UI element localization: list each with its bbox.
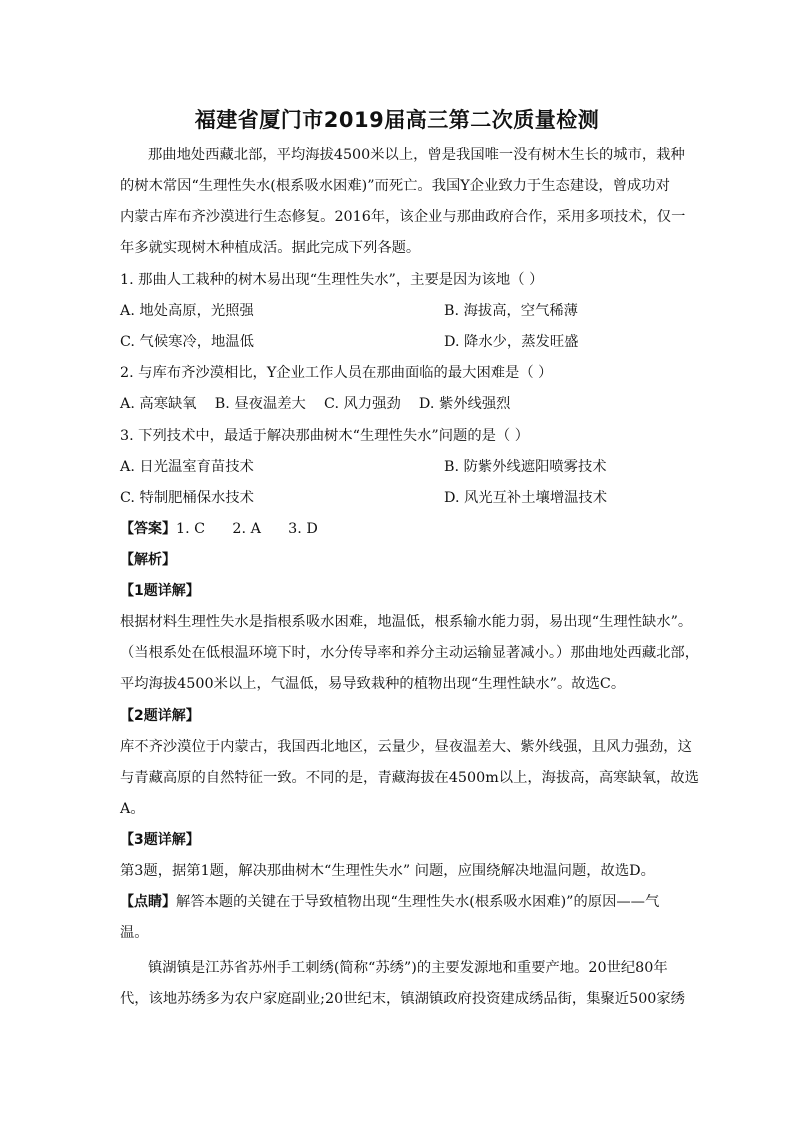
dianjing-line-1 <box>120 892 680 912</box>
passage1-line-3: 内蒙古库布齐沙漠进行生态修复。2016年，该企业与那曲政府合作，采用多项技术，仅一 <box>120 209 686 225</box>
question-2-stem: 2. 与库布齐沙漠相比，Y企业工作人员在那曲面临的最大困难是（ ） <box>120 365 553 381</box>
passage1-line-1: 那曲地处西藏北部，平均海拔4500米以上，曾是我国唯一没有树木生长的城市，栽种 <box>148 147 685 163</box>
detail-2-line-3: A。 <box>120 801 145 817</box>
passage1-line-4: 年多就实现树木种植成活。据此完成下列各题。 <box>120 240 421 256</box>
question-1-option-b: B. 海拔高，空气稀薄 <box>444 303 578 319</box>
passage1-line-2: 的树木常因“生理性失水(根系吸水困难)”而死亡。我国Y企业致力于生态建设，曾成功对 <box>120 178 670 194</box>
question-3-option-b: B. 防紫外线遮阳喷雾技术 <box>444 459 607 475</box>
question-3-option-c: C. 特制肥桶保水技术 <box>120 490 254 506</box>
detail-2-line-1: 库不齐沙漠位于内蒙古，我国西北地区，云量少，昼夜温差大、紫外线强，且风力强劲，这 <box>120 739 692 755</box>
page-title: 福建省厦门市2019届高三第二次质量检测 <box>194 108 600 132</box>
detail-2-label: 【2题详解】 <box>120 708 200 724</box>
answer-text: 1. C 2. A 3. D <box>176 521 318 537</box>
question-2-options: A. 高寒缺氧 B. 昼夜温差大 C. 风力强劲 D. 紫外线强烈 <box>120 396 511 412</box>
detail-1-line-1: 根据材料生理性失水是指根系吸水困难，地温低，根系输水能力弱，易出现“生理性缺水”。 <box>120 614 693 630</box>
detail-2-line-2: 与青藏高原的自然特征一致。不同的是，青藏海拔在4500m以上，海拔高，高寒缺氧，故选 <box>120 770 699 786</box>
dianjing-line-2: 温。 <box>120 925 149 941</box>
question-3-option-a: A. 日光温室育苗技术 <box>120 459 254 475</box>
passage2-line-2: 代，该地苏绣多为农户家庭副业;20世纪末，镇湖镇政府投资建成绣品街，集聚近500家绣 <box>120 991 685 1007</box>
dianjing-label: 【点睛】 <box>120 894 176 910</box>
dianjing-text: 解答本题的关键在于导致植物出现“生理性失水(根系吸水困难)”的原因——气 <box>176 894 660 910</box>
question-1-option-a: A. 地处高原，光照强 <box>120 303 254 319</box>
question-1-stem: 1. 那曲人工栽种的树木易出现“生理性失水”，主要是因为该地（ ） <box>120 272 544 288</box>
question-3-option-d: D. 风光互补土壤增温技术 <box>444 490 608 506</box>
detail-3-label: 【3题详解】 <box>120 832 200 848</box>
answer-line <box>120 519 680 539</box>
detail-1-label: 【1题详解】 <box>120 583 200 599</box>
question-1-option-d: D. 降水少，蒸发旺盛 <box>444 334 579 350</box>
question-1-option-c: C. 气候寒冷，地温低 <box>120 334 254 350</box>
detail-1-line-2: （当根系处在低根温环境下时，水分传导率和养分主动运输显著减小。）那曲地处西藏北部， <box>120 645 700 661</box>
analysis-label: 【解析】 <box>120 552 176 568</box>
detail-1-line-3: 平均海拔4500米以上，气温低，易导致栽种的植物出现“生理性缺水”。故选C。 <box>120 676 626 692</box>
question-3-stem: 3. 下列技术中，最适于解决那曲树木“生理性失水”问题的是（ ） <box>120 428 530 444</box>
passage2-line-1: 镇湖镇是江苏省苏州手工刺绣(简称“苏绣”)的主要发源地和重要产地。20世纪80年 <box>148 960 668 976</box>
answer-label: 【答案】 <box>120 521 176 537</box>
detail-3-line-1: 第3题，据第1题，解决那曲树木“生理性失水” 问题，应围绕解决地温问题，故选D。 <box>120 863 655 879</box>
